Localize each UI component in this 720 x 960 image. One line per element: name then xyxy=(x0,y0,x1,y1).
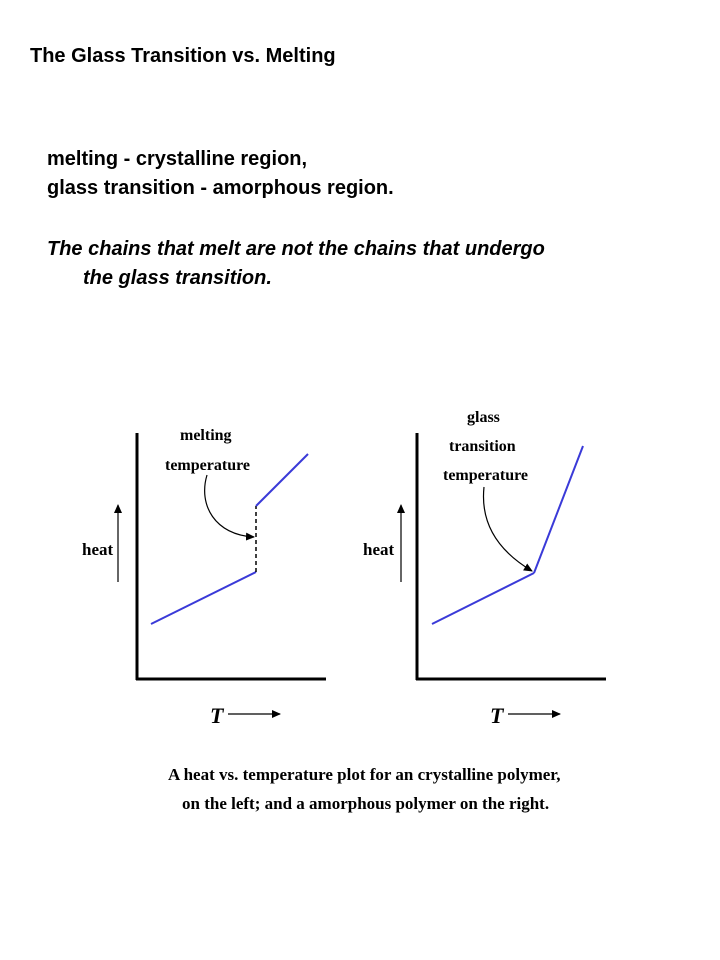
glassy-curve-segment xyxy=(432,573,534,624)
solid-curve-segment xyxy=(151,572,256,624)
glass-annotation-line1: glass xyxy=(467,409,500,426)
glass-pointer-arrow xyxy=(483,487,532,571)
left-x-label: T xyxy=(210,703,224,728)
bullet-melting: melting - crystalline region, xyxy=(47,148,308,170)
note-line-1: The chains that melt are not the chains that undergo xyxy=(47,238,545,260)
rubbery-curve-segment xyxy=(534,446,583,573)
slide-title: The Glass Transition vs. Melting xyxy=(30,45,336,67)
right-y-label: heat xyxy=(363,540,395,559)
melting-pointer-arrow xyxy=(205,475,254,537)
left-plot-crystalline xyxy=(82,427,326,728)
figure-caption-line2: on the left; and a amorphous polymer on the right. xyxy=(182,794,550,813)
liquid-curve-segment xyxy=(256,454,308,506)
melting-annotation-line2: temperature xyxy=(165,457,250,474)
right-x-label: T xyxy=(490,703,504,728)
note-line-2: the glass transition. xyxy=(83,267,272,289)
bullet-glass-transition: glass transition - amorphous region. xyxy=(47,177,394,199)
figure-caption-line1: A heat vs. temperature plot for an crystalline polymer, xyxy=(168,765,561,784)
right-plot-amorphous xyxy=(363,409,606,728)
melting-annotation-line1: melting xyxy=(180,427,232,444)
glass-annotation-line3: temperature xyxy=(443,467,528,484)
left-y-label: heat xyxy=(82,540,114,559)
glass-annotation-line2: transition xyxy=(449,438,516,455)
